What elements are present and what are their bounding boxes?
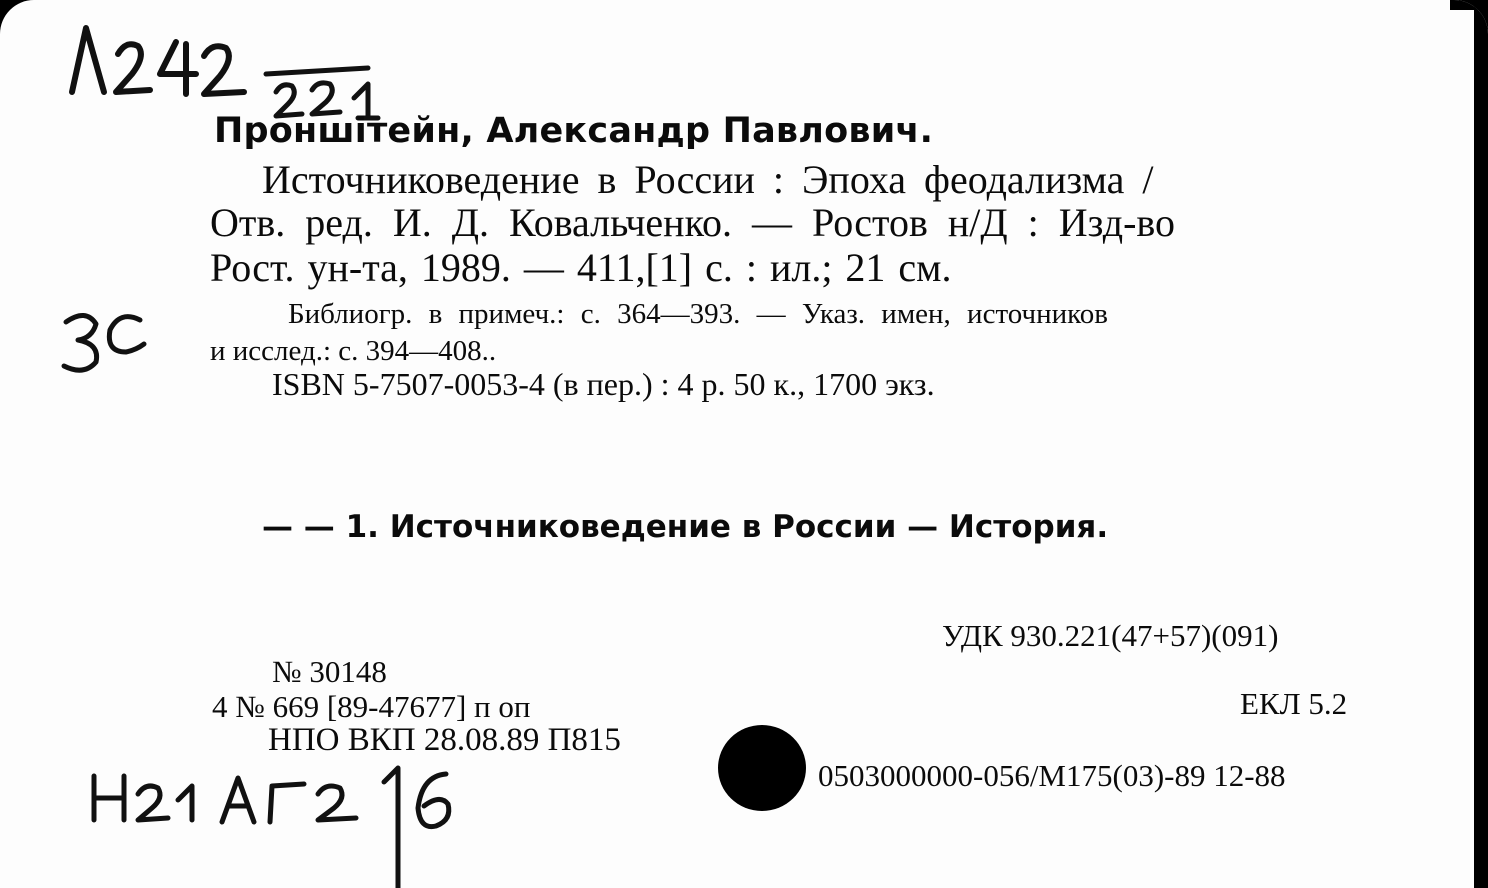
isbn-line: ISBN 5-7507-0053-4 (в пер.) : 4 р. 50 к., 1700 экз.	[272, 366, 935, 402]
title-line-1: Источниковедение в России : Эпоха феодализма /	[262, 157, 1154, 202]
notes-line-2: и исслед.: с. 394—408..	[210, 335, 497, 367]
record-number: № 30148	[272, 654, 387, 689]
author-heading: Проншітейн, Александр Павлович.	[214, 111, 934, 151]
ekl-code: ЕКЛ 5.2	[1240, 686, 1348, 721]
udk-code: УДК 930.221(47+57)(091)	[942, 618, 1279, 653]
subject-heading: — — 1. Источниковедение в России — История.	[262, 509, 1109, 545]
notes-line-1: Библиогр. в примеч.: с. 364—393. — Указ. имен, источников	[288, 298, 1108, 330]
title-line-3: Рост. ун-та, 1989. — 411,[1] с. : ил.; 21 см.	[210, 245, 952, 290]
black-dot-mark	[718, 725, 806, 811]
publication-code: 0503000000-056/М175(03)-89 12-88	[818, 758, 1286, 793]
order-code: 4 № 669 [89-47677] п оп	[212, 689, 531, 724]
npo-line: НПО ВКП 28.08.89 П815	[268, 722, 621, 758]
title-line-2: Отв. ред. И. Д. Ковальченко. — Ростов н/Д : Изд-во	[210, 200, 1175, 245]
